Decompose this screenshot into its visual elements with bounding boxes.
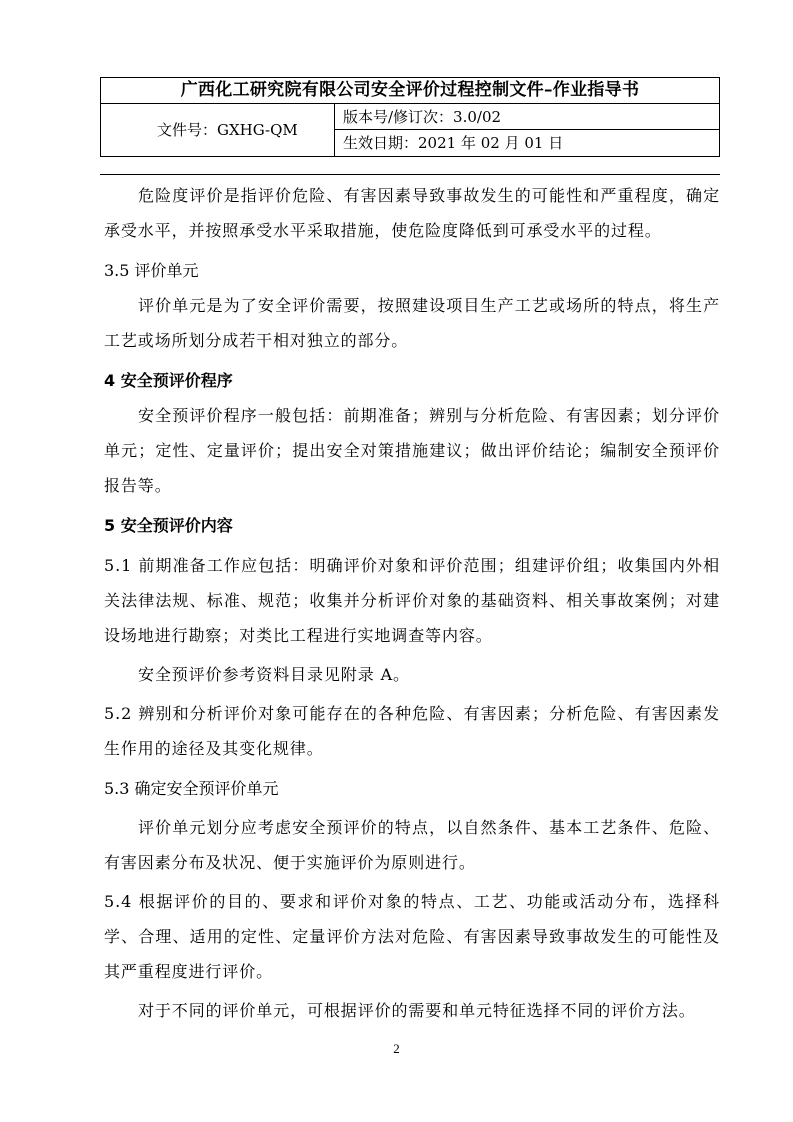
- document-header-table: [100, 77, 720, 157]
- header-divider: [100, 174, 720, 175]
- paragraph-5-1: 5.1 前期准备工作应包括：明确评价对象和评价范围；组建评价组；收集国内外相关法律法规、标准、规范；收集并分析评价对象的基础资料、相关事故案例；对建设场地进行勘察；对类比工程进行实地调查等内容。: [104, 556, 720, 645]
- version-number: 版本号/修订次：3.0/02: [335, 104, 719, 130]
- section-3-5-heading: 3.5 评价单元: [104, 261, 199, 280]
- section-5-3-heading: 5.3 确定安全预评价单元: [104, 779, 279, 798]
- paragraph-5-1-appendix: 安全预评价参考资料目录见附录 A。: [138, 665, 410, 684]
- section-4-heading: 4 安全预评价程序: [104, 371, 233, 390]
- header-title: 广西化工研究院有限公司安全评价过程控制文件–作业指导书: [101, 78, 719, 104]
- file-number: 文件号：GXHG-QM: [101, 104, 335, 156]
- section-5-heading: 5 安全预评价内容: [104, 516, 233, 535]
- paragraph-evaluation-unit: 评价单元是为了安全评价需要，按照建设项目生产工艺或场所的特点，将生产工艺或场所划分成若干相对独立的部分。: [104, 296, 720, 350]
- paragraph-5-4-methods: 对于不同的评价单元，可根据评价的需要和单元特征选择不同的评价方法。: [138, 1001, 696, 1020]
- paragraph-hazard-evaluation: 危险度评价是指评价危险、有害因素导致事故发生的可能性和严重程度，确定承受水平，并按照承受水平采取措施，使危险度降低到可承受水平的过程。: [104, 186, 720, 240]
- paragraph-pre-evaluation-procedure: 安全预评价程序一般包括：前期准备；辨别与分析危险、有害因素；划分评价单元；定性、定量评价；提出安全对策措施建议；做出评价结论；编制安全预评价报告等。: [104, 406, 720, 495]
- paragraph-5-2: 5.2 辨别和分析评价对象可能存在的各种危险、有害因素；分析危险、有害因素发生作用的途径及其变化规律。: [104, 704, 720, 758]
- paragraph-5-3: 评价单元划分应考虑安全预评价的特点，以自然条件、基本工艺条件、危险、有害因素分布及状况、便于实施评价为原则进行。: [104, 818, 720, 872]
- paragraph-5-4: 5.4 根据评价的目的、要求和评价对象的特点、工艺、功能或活动分布，选择科学、合理、适用的定性、定量评价方法对危险、有害因素导致事故发生的可能性及其严重程度进行评价。: [104, 892, 720, 981]
- effective-date: 生效日期：2021 年 02 月 01 日: [343, 134, 564, 152]
- page-number: 2: [393, 1041, 400, 1056]
- document-body: [104, 178, 720, 1028]
